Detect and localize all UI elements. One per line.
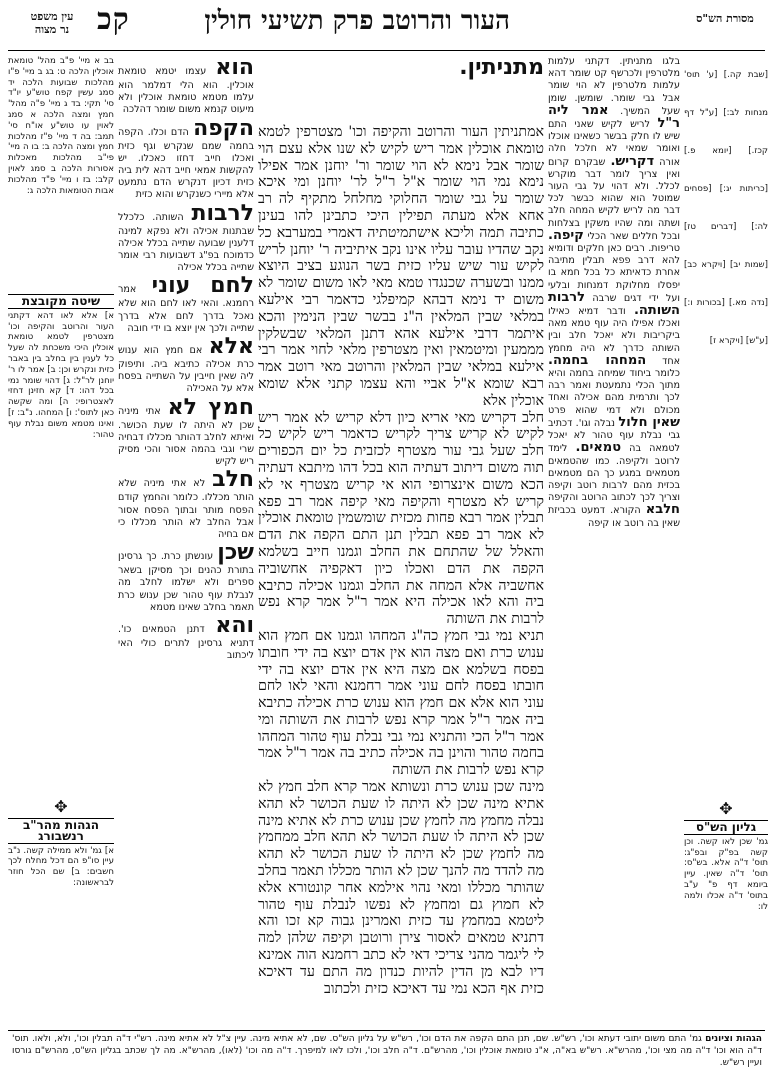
tosafot-segment: לימד לרוטב ולקיפה. כמו שהטמאים מטמאים במגע כך הם מטמאים בכזית מהם לרבות רוטב וקיפה וצריך לכך לכתוב הרוטב והקיפה xyxy=(548,443,680,504)
ein-mishpat-header: עין משפט נר מצוה xyxy=(30,10,74,36)
tosafot-column xyxy=(548,56,680,816)
rashi-dibbur: לחם עוני xyxy=(151,273,254,299)
page-header xyxy=(0,0,773,52)
rashi-dibbur: שכן xyxy=(217,540,254,566)
gemara-part-1: אמתניתין העור והרוטב והקיפה וכו' מצטרפין לטמא טומאת אוכלין אמר ריש לקיש לא שנו אלא עצם הוי שומר אבל נימא לא הוי שומר ור' יוחנן אמר אפילו נימא נמי הוי שומר א"ל ר"ל לר' יוחנן ומי איכא שומר על גבי שומר החלוקי מחלחל מתקיף לה רב אחא אלא מעתה תפילין היכי כתבינן להו בעינן כתיבה תמה וליכא אישתמיטתיה דאמרי במערבא כל נקב שהדיו עובר עליו אינו נקב איתיביה ר' יוחנן לריש לקיש עור שיש עליו כזית בשר הנוגע בציב היוצא ממנו ובשערה שכנגדו טמא מאי לאו משום שומר לא משום יד נימא דבהא קמיפלגי כדאמר רבי אילעא במלאי שבין המלאין ה"נ בבשר שבין הנימין והכא איתמר דרבי אילעא אהא דתנן המלאי שבשלקין מממעין ומיטמאין ואין מצטרפין מלאי לחוי אמר רבי אילעא במלאי שבין המלאין והרוטב מאי רוטב אמר רבא שומא א"ל אביי והא עצמו קתני אלא שומא אוכלין אלא xyxy=(258,124,544,409)
tosafot-segment: ודבר דמיא כאילו ואכלו אפילו היה עוף טמא מאה ביקריבות ולא יאכל חלב ובין השותה כדרך לא היה מחמץ אחד xyxy=(548,306,680,367)
masoret-header: מסורת הש"ס xyxy=(696,12,754,25)
tosafot-dibbur: שאין חלול xyxy=(618,414,680,430)
gilyon-text: גמ' שכן לאו קשה. וכן קשה בפ"ק ובפ"ג: תוס' ד"ה אלא. בש"ס: תוס' ד"ה שאין. עיין ביומא דף פ" ע"ב בתוס' ד"ה אכלו ולמה לו: xyxy=(684,836,768,912)
ein-mishpat-text: בב א מיי' פ"ב מהל' טומאת אוכלין הלכה ט: בג ב מיי' פ"ו מהלכות שבועות הלכה יד סמג עשין קפח טוש"ע יו"ד סי' תקי: בד ג מיי' פ"ה מהל' חמץ ומצה הלכה א סמג לאוין עו טוש"ע או"ח סי' תמב: בה ד מיי' פ"ז מהלכות חמץ ומצה הלכה ב: בו ה מיי' פי"ב מהלכות מאכלות אסורות הלכה ב סמג לאוין קלב: בז ו מיי' פ"ד מהלכות אבות הטומאות הלכה ג: xyxy=(8,56,114,196)
rashi-opening xyxy=(258,56,544,122)
rashi-dibbur: הקפה xyxy=(193,115,254,141)
rashi-segment: אם חמץ הוא ענוש כרת אכילה כתיבא ביה. ותיפוק ליה שאין חייבין על השתייה בפסח אלא על האכילה xyxy=(118,345,254,395)
shita-mekubetzet-box xyxy=(8,292,114,792)
ornament: ✥ xyxy=(54,798,68,816)
footer-label: הגהות וציונים xyxy=(705,1034,762,1044)
ornament: ✥ xyxy=(719,800,733,818)
tosafot-dibbur: קיפה. xyxy=(548,227,584,243)
gemara-part-4: מינה שכן ענוש כרת ונשותא אמר קרא חלב חמץ לא אתיא מינה שכן לא היתה לו שעת הכושר לא תהא נבלה מחמץ מה לחמץ שכן ענוש כרת לא אתיא מינה שכן לא היתה לו שעת הכושר לא תהא חלב ממחמץ מה לחמץ שכן לא היתה לו שעת הכושר לא תהא מה להדד מה להנך שכן לא הותר מכללו תאמר בחלב שהותר מכללו ומאי נהוי אילמא אחר קונטורא אלא לא חמוץ גם ומחמץ לא נפשו לנבלת עוף טהור ליטמא במחמץ עד כזית ואמרינן גבוה קא זכו והא דתניא טמאים לאסור צירן ורוטבן וקיפה שלהן למה לי ליגמר מהני צריכי דאי לא כתב רחמנא הוה אמינא דיו לבא מן הדין להיות כנדון מה התם עד דאיכא כזית אף הכא נמי עד דאיכא כזית ולכתוב xyxy=(258,779,544,997)
rashi-text xyxy=(118,56,254,117)
rashi-dibbur: אלא xyxy=(208,334,254,360)
rashi-dibbur: והא xyxy=(215,613,254,639)
rashi-paragraph xyxy=(118,396,254,469)
tosafot-dibbur: חלבא xyxy=(645,502,680,518)
footer-text: גמ' התם משום יתובי דעתא וכו', רש"ש. שם, תנן התם הקפה את הדם וכו', רש"ש על גליון הש"ס. שם, לא אתיא מינה. עיין צ"ל לא אתיא מינה. רש"י ד"ה תבלין וכו', ולא, ולאו. תוס' ד"ה הוא וכו' ד"ה מה מצי וכו', מהרש"א. רש"ש בא"ה, א"נ טומאת אוכלין וכו', מהרש"ם. ד"ה חלב וכו', ולכו לאו למיפרך. ד"ה מה וכו' (לאו), מהרש"א. מה לך שכתב בגליון הש"ס, מהרש"ם גורסו ועיין רש"ש. xyxy=(12,1034,762,1068)
gilyon-hashas-box xyxy=(684,800,768,1025)
rashi-dibbur: לרבות xyxy=(191,200,254,226)
rashi-lead-word: הוא xyxy=(215,56,254,80)
gilyon-title: גליון הש"ס xyxy=(684,820,768,835)
hagahot-text: א] גמ' ולא ממילה קשה. נ"ב עיין סו"פ הם דכל מחלח לכך חשבים: ב] שם הכל חוזר לבראשונה: xyxy=(8,845,114,888)
rashi-paragraph xyxy=(118,274,254,335)
header-rule xyxy=(8,50,765,51)
masoret-references: [שבת קה.] [ע' תוס' מנחות לב:] [ע"ל דף קכז.] [יומא פ.] [כריתות יג:] [פסחים לה:] [דברים טז] [שמות יב] [ויקרא כב] [נדה מא.] [בכורות ו:] [ע"ש] [ויקרא ז] xyxy=(684,70,768,346)
shita-text: א] אלא לאו דהא דקתני העור והרוטב והקיפה וכו' מצטרפין לטמא טומאת אוכלין היכי משכחת לה שעל כל לענין בין בחלב בין באבר כזית ונקרש וכן: ב] אמר לו ר' יוחנן לר"ל: ג] דהוי שומר נמי בכל דהו: ד] קא חזינן דחזי לאצטרופי: ה] ומה שקשה כאן לתוס': ו] המחהו. נ"ב: ז] ואינו מטמא משום נבלת עוף טהור: xyxy=(8,310,114,440)
rashi-column xyxy=(118,56,254,876)
opening-word: מתניתין. xyxy=(459,56,544,80)
shita-title: שיטה מקובצת xyxy=(8,294,114,309)
tosafot-segment: לריש לקיש שאני התם שיש לו חלק בבשר כשאינו אוכלו ואומר שמאי לא חלכל חלה אורה xyxy=(548,119,680,168)
rashi-paragraph xyxy=(118,468,254,541)
gemara-part-3: תניא נמי גבי חמץ כה"ג המחהו וגמנו אם חמץ הוא ענוש כרת ואם מצה הוא אין אדם יוצא בה ידי חובתו בפסח בשלמא אם מצה היא אין אדם יוצא בה ידי חובתו בפסח לחם עוני אמר רחמנא והאי לאו לחם עוני הוא אלא אם חמץ הוא ענוש כרת אכילה כתיבא ביה אמר ר"ל אמר קרא נפש לרבות את השותה ומי אמר ר"ל הכי והתניא נמי גבי נבלת עוף טהור המחהו בחמה טהור והוינן בה אכילה כתיב בה אמר ר"ל אמר קרא נפש לרבות את השותה xyxy=(258,627,544,779)
footer-rule xyxy=(8,1030,765,1031)
tosafot-dibbur: דקריש. xyxy=(610,153,655,169)
rashi-paragraph xyxy=(118,202,254,275)
rashi-segment: אמר רחמנא. והאי לאו לחם הוא שלא נאכל בדרך לחם אלא בדרך שתייה ולכך אין יוצא בו ידי חובה xyxy=(118,284,254,334)
ein-mishpat-column xyxy=(8,56,114,286)
rashi-segment: לא אתי מיניה שלא הותר מכללו. כלומר והחמץ קודם הפסח מותר ובתוך הפסח אסור אבל החלב לא הותר מכללו כי אם בחיה xyxy=(118,478,254,541)
tosafot-text xyxy=(548,56,680,530)
footer-notes xyxy=(12,1033,762,1069)
tosafot-segment: כלומר ביחוד שמיחה בחמה והיא מתוך הכלי נתמעטת ואמר רבה לכך ותרמית מהם אכילה ואחד מכולם ולא דמי שהוא פרט xyxy=(548,368,680,416)
rashi-segment: הדם וכלו. הקפה בחמה שמם שנקרש וגף כזית ואכלו חייב דחזו כאכלו. יש להקשות אמאי חייב דהא לית ביה כזית דכיון דנקרש הדם נתמעט אלא מיירי כשנקרש והוא כזית xyxy=(118,126,254,201)
rashi-opening-text xyxy=(258,56,544,80)
masoret-column xyxy=(684,56,768,796)
tosafot-segment: נבלה וגו'. דכתיב גבי נבלת עוף טהור לא יאכל לטמאה בה xyxy=(548,417,680,455)
rashi-paragraph xyxy=(118,335,254,396)
tosafot-segment: בלגו מתניתין. דקתני עלמות מלטרפין ולכרשף קט שומר דהא עלמות מלטרפין לא הוי שומר אבל גבי שומר. שומשן. שומן שעל המשיך. xyxy=(548,56,680,117)
running-title: העור והרוטב פרק תשיעי חולין xyxy=(204,6,510,36)
rashi-segment: עונשתן כרת. כך גרסינן בתורת כהנים וכך מסיקן בשאר ספרים ולא ישלמו לחלב מה לנבלת עוף טהור שכן ענוש כרת תאמר בחלב שאינו מטמא xyxy=(118,551,254,613)
folio-number: קכ xyxy=(97,2,130,37)
rashi-segment: דתנן הטמאים כו'. דתניא גרסינן לתרים כולי האי ליכתוב xyxy=(118,624,254,662)
rashi-dibbur: חלב xyxy=(212,467,254,493)
tosafot-segment: טריפות. רבים כאן חלקים ודומיא להא דרב פפא תבלין מתיבה אחרת כדאיתא כל בכל חמא בו יפסלו מחלוקת דמנחות ובלעי ועל ידי דגים שרבה xyxy=(548,243,680,304)
hagahot-box xyxy=(8,798,114,1026)
gemara-part-2: חלב דקריש מאי אריא כיון דלא קריש לא אמר ריש לקיש לא קריש צריך לקריש כדאמר ריש לקיש כל חלב שעל גבי עור מצטרף לכזבית כל יום הכפורים תוה משום דיתוב דעתיה הוא בכל דהו מיתבא דעתיה הכא משום אינצרופי הוא אי קריש מצטרף אי לא קריש לא מצטרף והקיפה מאי קיפה אמר רב פפא תבלין אמר רבא פחות מכזית שומשמין טומאת אוכלין לא אמר רב פפא תבלין תנן התם הקפה את הדם והאלל של שהתחם את החלב וגמנו חייב בשלמא הקפה את הדם ואכלו כיון דאקפיה אחשוביה אחשביה אלא המחה את החלב וגמנו אכילה כתיבא ביה והא לאו אכילה היא אמר ר"ל אמר קרא נפש לרבות את השותה xyxy=(258,409,544,628)
rashi-dibbur: חמץ לא xyxy=(167,394,254,420)
tosafot-dibbur: אמר ליה ר"ל xyxy=(548,102,680,132)
rashi-paragraph xyxy=(118,614,254,662)
gemara-column xyxy=(258,124,544,1029)
rashi-segment: עצמו יטמא טומאת אוכלין. הוא הלי דמלמר הוא עלמו מטמא טומאת אוכלין ולא מיעוט קנמא משום שומר דהלכה xyxy=(118,66,254,116)
tosafot-dibbur: טמאים. xyxy=(575,440,622,456)
tosafot-segment: הקורא. דמעט בכביזת שאין בה רוטב או קיפה xyxy=(548,505,680,529)
rashi-paragraph xyxy=(118,117,254,202)
rashi-segment: אתי מיניה שכן לא היתה לו שעת הכושר. ואיתא לחלב דהותר מכללו דבחיה שרי וגבי בהמה אסור והכי מסיק ריש לקיש xyxy=(118,405,254,468)
tosafot-dibbur: המחהו בחמה. xyxy=(548,352,647,368)
rashi-segment: השותה. כלכלל שבתנות אכילה ולא נפקא למינה דלענין שבועה שתייה בכלל אכילה כדמוכח בפ"ג דשבועות רבי אומר שתייה בכלל אכילה xyxy=(118,211,254,274)
hagahot-title: הגהות מהר"ב רנשבורג xyxy=(8,818,114,844)
tosafot-segment: שבקרם קרום ואין צריך לומר דבר מוקרש לכלל. ולא דהוי על גבי העור שמוטל הוא שהוא כבשר לכל דבר מה לריש לקיש המחה חלב ושתה ומה שהיו משקין בצלחות ובכל חללים שאר הכלי xyxy=(548,156,680,242)
rashi-paragraph xyxy=(118,541,254,614)
tosafot-dibbur: לרבות השותה. xyxy=(548,289,680,319)
